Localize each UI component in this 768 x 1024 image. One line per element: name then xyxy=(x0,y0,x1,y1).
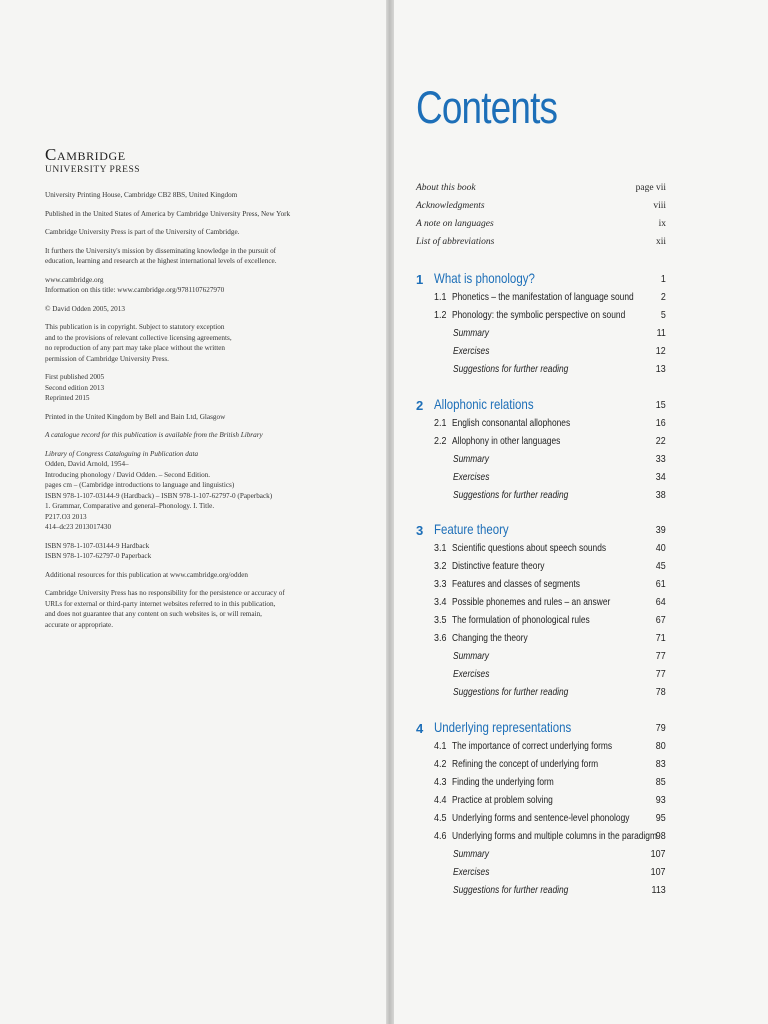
section-number: 4.1 xyxy=(434,740,447,752)
contents-page xyxy=(394,0,768,1024)
imprint-paragraph xyxy=(45,412,275,423)
section-title: Changing the theory xyxy=(452,632,528,644)
section-number: 1.1 xyxy=(434,291,447,303)
section-page: 83 xyxy=(656,758,666,770)
imprint-line: ISBN 978-1-107-03144-9 Hardback xyxy=(45,541,150,550)
imprint-line: Cambridge University Press has no responsibility for the persistence or accuracy of xyxy=(45,589,285,597)
section-number: 3.2 xyxy=(434,560,447,572)
imprint-line: Cambridge University Press is part of the University of Cambridge. xyxy=(45,228,240,236)
front-matter-label: List of abbreviations xyxy=(416,237,495,247)
section-title: Exercises xyxy=(453,866,490,878)
section-page: 67 xyxy=(656,614,666,626)
chapter-title: Allophonic relations xyxy=(434,396,534,412)
imprint-paragraph xyxy=(45,304,275,315)
section-title: Summary xyxy=(453,650,489,662)
front-matter-page: viii xyxy=(653,201,666,211)
imprint-paragraph xyxy=(45,246,275,267)
section-title: Finding the underlying form xyxy=(452,776,554,788)
section-page: 113 xyxy=(651,884,666,896)
section-title: The formulation of phonological rules xyxy=(452,614,590,626)
section-page: 95 xyxy=(656,812,666,824)
publisher-subtitle: UNIVERSITY PRESS xyxy=(45,165,141,175)
imprint-paragraph xyxy=(45,275,275,296)
section-number: 4.5 xyxy=(434,812,447,824)
section-number: 4.6 xyxy=(434,830,447,842)
section-title: Underlying forms and multiple columns in the paradigm xyxy=(452,830,657,842)
imprint-line: ISBN 978-1-107-62797-0 Paperback xyxy=(45,552,152,560)
section-title: Scientific questions about speech sounds xyxy=(452,542,607,554)
section-number: 3.4 xyxy=(434,596,447,608)
section-number: 3.6 xyxy=(434,632,447,644)
imprint-line: Introducing phonology / David Odden. – Second Edition. xyxy=(45,470,211,479)
section-number: 3.3 xyxy=(434,578,447,590)
section-title: Underlying forms and sentence-level phonology xyxy=(452,812,630,824)
imprint-paragraph xyxy=(45,372,275,404)
section-page: 5 xyxy=(661,309,666,321)
section-title: Exercises xyxy=(453,345,490,357)
imprint-paragraph xyxy=(45,190,275,201)
section-page: 12 xyxy=(656,345,666,357)
section-title: Refining the concept of underlying form xyxy=(452,758,599,770)
chapter-title: Underlying representations xyxy=(434,719,572,735)
imprint-line: First published 2005 xyxy=(45,373,105,381)
imprint-line: 414–dc23 2013017430 xyxy=(45,523,112,531)
front-matter-label: A note on languages xyxy=(416,219,494,229)
section-page: 2 xyxy=(661,291,666,303)
section-page: 107 xyxy=(651,866,666,878)
section-page: 33 xyxy=(656,453,666,465)
section-page: 80 xyxy=(656,740,666,752)
imprint-paragraph xyxy=(45,209,291,220)
imprint-line: University Printing House, Cambridge CB2 8BS, United Kingdom xyxy=(45,191,238,199)
imprint-line: Additional resources for this publication at www.cambridge.org/odden xyxy=(45,570,248,579)
chapter-title: Feature theory xyxy=(434,521,509,537)
section-page: 93 xyxy=(656,794,666,806)
imprint-line: URLs for external or third-party internet websites referred to in this publication, xyxy=(45,599,276,608)
publisher-name: Cambridge xyxy=(45,145,126,164)
section-number: 2.2 xyxy=(434,435,447,447)
section-page: 71 xyxy=(656,632,666,644)
imprint-line: permission of Cambridge University Press. xyxy=(45,354,169,363)
section-number: 4.4 xyxy=(434,794,447,806)
chapter-page: 79 xyxy=(656,722,666,734)
chapter-number: 3 xyxy=(416,523,424,538)
chapter-number: 4 xyxy=(416,721,424,736)
section-title: Summary xyxy=(453,848,489,860)
section-page: 107 xyxy=(651,848,666,860)
section-title: Phonology: the symbolic perspective on sound xyxy=(452,309,626,321)
section-title: Exercises xyxy=(453,471,490,483)
section-page: 38 xyxy=(656,489,666,501)
section-page: 40 xyxy=(656,542,666,554)
imprint-line: P217.O3 2013 xyxy=(45,512,87,521)
imprint-paragraph xyxy=(45,227,275,238)
contents-title: Contents xyxy=(416,82,558,133)
imprint-paragraph xyxy=(45,570,275,581)
chapter-number: 1 xyxy=(416,272,424,287)
section-title: English consonantal allophones xyxy=(452,417,571,429)
section-page: 22 xyxy=(656,435,666,447)
imprint-line: Published in the United States of America by Cambridge University Press, New York xyxy=(45,209,291,218)
imprint-line: no reproduction of any part may take place without the written xyxy=(45,344,226,352)
section-page: 61 xyxy=(656,578,666,590)
section-page: 98 xyxy=(656,830,666,842)
section-number: 4.2 xyxy=(434,758,447,770)
section-page: 34 xyxy=(656,471,666,483)
section-title: Features and classes of segments xyxy=(452,578,580,590)
section-page: 77 xyxy=(656,650,666,662)
section-number: 3.1 xyxy=(434,542,447,554)
chapter-page: 1 xyxy=(661,273,666,285)
imprint-line: A catalogue record for this publication is available from the British Library xyxy=(45,431,263,439)
imprint-line: © David Odden 2005, 2013 xyxy=(45,304,125,313)
section-page: 85 xyxy=(656,776,666,788)
imprint-paragraph xyxy=(45,588,285,630)
imprint-line: Printed in the United Kingdom by Bell and Bain Ltd, Glasgow xyxy=(45,412,226,421)
section-title: Summary xyxy=(453,327,489,339)
section-title: Practice at problem solving xyxy=(452,794,553,806)
imprint-line: Information on this title: www.cambridge.org/9781107627970 xyxy=(45,286,225,294)
section-title: Suggestions for further reading xyxy=(453,884,569,896)
section-page: 45 xyxy=(656,560,666,572)
imprint-line: and to the provisions of relevant collective licensing agreements, xyxy=(45,333,232,342)
section-title: Exercises xyxy=(453,668,490,680)
section-number: 3.5 xyxy=(434,614,447,626)
section-title: Possible phonemes and rules – an answer xyxy=(452,596,611,608)
imprint-line: Odden, David Arnold, 1954– xyxy=(45,460,129,468)
section-title: Suggestions for further reading xyxy=(453,363,569,375)
imprint-line: Second edition 2013 xyxy=(45,383,105,392)
section-page: 64 xyxy=(656,596,666,608)
section-page: 13 xyxy=(656,363,666,375)
section-page: 78 xyxy=(656,686,666,698)
imprint-paragraphs xyxy=(45,190,291,630)
imprint-line: Library of Congress Cataloguing in Publication data xyxy=(45,449,199,458)
front-matter-page: xii xyxy=(655,237,666,247)
front-matter-page: page vii xyxy=(635,183,666,193)
imprint-paragraph xyxy=(45,541,275,562)
table-of-contents xyxy=(394,0,768,1024)
imprint-line: pages cm – (Cambridge introductions to language and linguistics) xyxy=(45,481,235,489)
imprint-line: Reprinted 2015 xyxy=(45,394,90,402)
section-title: Summary xyxy=(453,453,489,465)
section-page: 16 xyxy=(656,417,666,429)
chapter-page: 15 xyxy=(656,399,666,411)
front-matter-label: Acknowledgments xyxy=(416,201,485,211)
imprint-line: and does not guarantee that any content on such websites is, or will remain, xyxy=(45,610,262,618)
front-matter-label: About this book xyxy=(416,183,476,193)
imprint-paragraph xyxy=(45,322,275,364)
imprint-line: ISBN 978-1-107-03144-9 (Hardback) – ISBN 978-1-107-62797-0 (Paperback) xyxy=(45,491,273,500)
section-number: 1.2 xyxy=(434,309,447,321)
chapter-number: 2 xyxy=(416,398,424,413)
imprint-paragraph xyxy=(45,449,275,533)
book-gutter xyxy=(386,0,394,1024)
section-title: Suggestions for further reading xyxy=(453,489,569,501)
section-title: Allophony in other languages xyxy=(452,435,561,447)
section-title: The importance of correct underlying forms xyxy=(452,740,613,752)
section-number: 4.3 xyxy=(434,776,447,788)
imprint-line: This publication is in copyright. Subject to statutory exception xyxy=(45,323,225,331)
imprint-line: 1. Grammar, Comparative and general–Phonology. I. Title. xyxy=(45,502,215,510)
section-title: Distinctive feature theory xyxy=(452,560,545,572)
imprint-line: accurate or appropriate. xyxy=(45,620,114,629)
imprint-block xyxy=(45,145,291,638)
section-title: Phonetics – the manifestation of language sound xyxy=(452,291,634,303)
section-page: 11 xyxy=(656,327,666,339)
imprint-line: It furthers the University's mission by disseminating knowledge in the pursuit of xyxy=(45,246,277,255)
section-page: 77 xyxy=(656,668,666,680)
imprint-line: www.cambridge.org xyxy=(45,275,104,284)
imprint-line: education, learning and research at the highest international levels of excellence. xyxy=(45,257,277,265)
front-matter-page: ix xyxy=(658,219,666,229)
imprint-paragraph xyxy=(45,430,275,441)
chapter-title: What is phonology? xyxy=(434,270,535,286)
chapter-page: 39 xyxy=(656,524,666,536)
section-title: Suggestions for further reading xyxy=(453,686,569,698)
section-number: 2.1 xyxy=(434,417,447,429)
